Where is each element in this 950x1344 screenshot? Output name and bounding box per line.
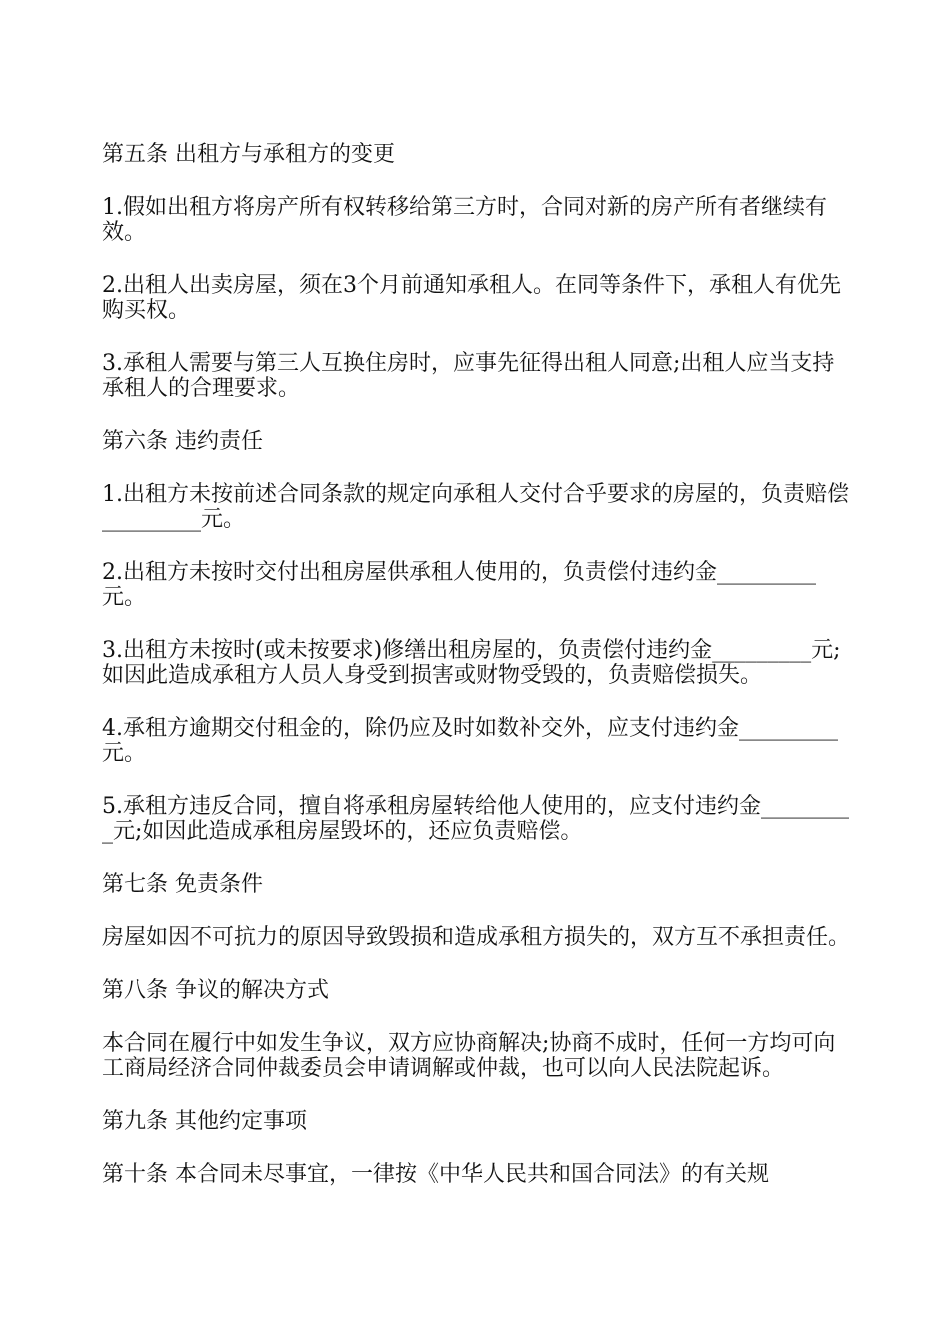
article-7-body: 房屋如因不可抗力的原因导致毁损和造成承租方损失的，双方互不承担责任。 [102,925,851,950]
article-8-body: 本合同在履行中如发生争议，双方应协商解决;协商不成时，任何一方均可向工商局经济合同仲裁委员会申请调解或仲裁，也可以向人民法院起诉。 [102,1031,836,1081]
article-6-clause-5: 5.承租方违反合同，擅自将承租房屋转给他人使用的，应支付违约金_________元;如因此造成承租房屋毁坏的，还应负责赔偿。 [102,794,849,844]
article-5-clause-2: 2.出租人出卖房屋，须在3个月前通知承租人。在同等条件下，承租人有优先购买权。 [102,273,841,323]
article-8-heading: 第八条 争议的解决方式 [102,978,329,1003]
article-5-clause-3: 3.承租人需要与第三人互换住房时，应事先征得出租人同意;出租人应当支持承租人的合理要求。 [102,351,835,401]
article-6-clause-3: 3.出租方未按时(或未按要求)修缮出租房屋的，负责偿付违约金_________元;如因此造成承租方人员人身受到损害或财物受毁的，负责赔偿损失。 [102,638,841,688]
document-page [102,142,852,1215]
article-10-body: 第十条 本合同未尽事宜，一律按《中华人民共和国合同法》的有关规 [102,1162,769,1187]
article-9-heading: 第九条 其他约定事项 [102,1109,307,1134]
article-6-clause-2: 2.出租方未按时交付出租房屋供承租人使用的，负责偿付违约金_________元。 [102,560,816,610]
article-5-heading: 第五条 出租方与承租方的变更 [102,142,395,167]
article-5-clause-1: 1.假如出租方将房产所有权转移给第三方时，合同对新的房产所有者继续有效。 [102,195,827,245]
article-7-heading: 第七条 免责条件 [102,872,263,897]
article-6-heading: 第六条 违约责任 [102,429,263,454]
article-6-clause-1: 1.出租方未按前述合同条款的规定向承租人交付合乎要求的房屋的，负责赔偿_________元。 [102,482,849,532]
article-6-clause-4: 4.承租方逾期交付租金的，除仍应及时如数补交外，应支付违约金_________元。 [102,716,838,766]
